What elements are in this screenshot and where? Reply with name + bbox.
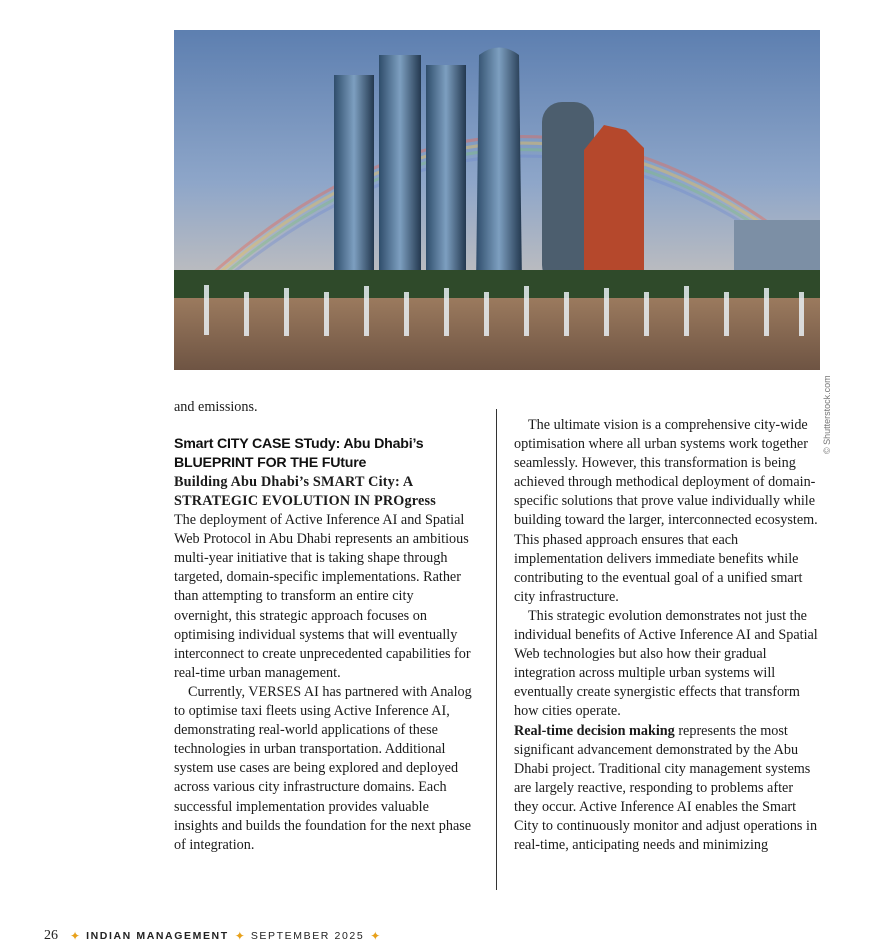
diamond-icon: ✦ [370,929,381,943]
diamond-icon: ✦ [70,929,81,943]
left-paragraph-2: Currently, VERSES AI has partnered with Analog to optimise taxi fleets using Active Inference AI, demonstrating real-world applications of these technologies in urban transportation. Additional system use cases are being explored and deployed across various city infrastructure domains. Each successful implementation provides valuable insights and builds the foundation for the next phase of integration. [174,683,472,853]
magazine-name: INDIAN MANAGEMENT [86,930,229,942]
page-number: 26 [44,928,58,943]
section-heading-line2: BLUEPRINT FOR THE FUture [174,455,367,472]
left-paragraph-1: The deployment of Active Inference AI and Spatial Web Protocol in Abu Dhabi represents an ambitious multi-year initiative that is taking shape through targeted, domain-specific implementations. Rather than attempting to transform an entire city overnight, this strategic approach focuses on optimising individual systems that will eventually interconnect to create unprecedented capabilities for real-time urban management. [174,512,471,681]
photo-credit [822,372,836,462]
right-column [514,416,820,855]
issue-date: SEPTEMBER 2025 [250,930,365,942]
left-column [174,398,474,855]
subheading [174,473,474,511]
continuation-text: and emissions. [174,399,258,415]
subheading-line2: STRATEGIC EVOLUTION IN PROgress [174,493,436,510]
section-heading [174,435,474,473]
subheading-line1: Building Abu Dhabi’s SMART City: A [174,474,414,491]
right-paragraph-1: The ultimate vision is a comprehensive city-wide optimisation where all urban systems work together seamlessly. However, this transformation is being achieved through methodical deployment of domain-specific solutions that prove value individually while building toward the larger, interconnected ecosystem. This phased approach ensures that each implementation delivers immediate benefits while contributing to the eventual goal of a unified smart city infrastructure. [514,417,818,605]
photo-credit-text: © Shutterstock.com [822,375,832,454]
right-paragraph-2: This strategic evolution demonstrates not just the individual benefits of Active Inference AI and Spatial Web technologies but also how their gradual integration across multiple urban systems will eventually create synergistic effects that transform how cities operate. [514,607,818,720]
diamond-icon: ✦ [234,929,245,943]
abu-dhabi-skyline-photo [174,30,820,370]
right-paragraph-3 [514,722,820,856]
right-paragraph-3-rest: represents the most significant advancement demonstrated by the Abu Dhabi project. Traditional city management systems are largely reactive, responding to problems after they occur. Active Inference AI enables the Smart City to continuously monitor and adjust operations in real-time, anticipating needs and minimizing [514,722,818,854]
column-divider [496,409,497,890]
section-heading-line1: Smart CITY CASE STudy: Abu Dhabi’s [174,436,424,453]
page-footer [44,926,386,946]
right-paragraph-3-lead: Real-time decision making [514,722,675,739]
